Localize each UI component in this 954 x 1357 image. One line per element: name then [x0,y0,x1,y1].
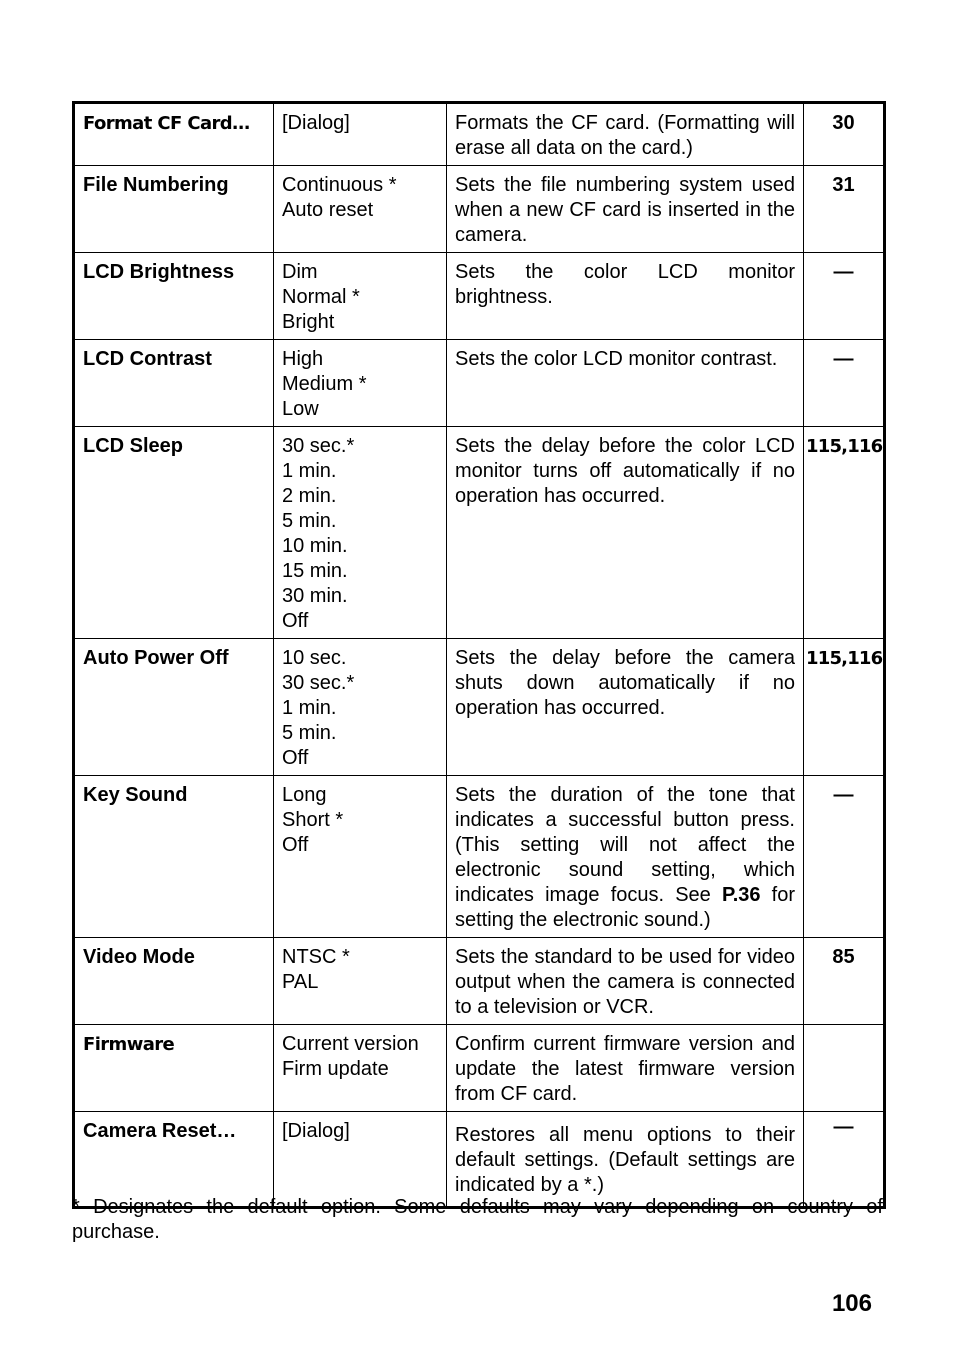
setting-name: LCD Contrast [74,340,274,427]
setting-description [447,776,804,938]
table-row [74,166,885,253]
setting-options [274,340,447,427]
setting-description: Sets the delay before the camera shuts down automatically if no operation has occurred. [447,639,804,776]
setting-description: Restores all menu options to their default settings. (Default settings are indicated by a *.) [447,1112,804,1208]
page-reference: 31 [804,166,885,253]
setting-options [274,639,447,776]
setting-options [274,1112,447,1208]
option-value: 30 sec.* [282,435,355,457]
table-row [74,253,885,340]
setting-description: Formats the CF card. (Formatting will erase all data on the card.) [447,103,804,166]
setting-description: Sets the delay before the color LCD monitor turns off automatically if no operation has occurred. [447,427,804,639]
table-row [74,427,885,639]
setting-description: Sets the color LCD monitor brightness. [447,253,804,340]
option-value: Dim [282,261,318,283]
table-row [74,639,885,776]
option-value: 15 min. [282,560,348,582]
setting-options [274,103,447,166]
option-value: 10 sec. [282,647,347,669]
setting-name: Auto Power Off [74,639,274,776]
option-value: PAL [282,971,319,993]
description-text-tail: for setting the electronic sound.) [455,884,796,931]
page-reference: — [804,340,885,427]
page-ref-link: P.36 [721,884,761,906]
page-reference: — [804,776,885,938]
setting-name: File Numbering [74,166,274,253]
setting-description: Sets the color LCD monitor contrast. [447,340,804,427]
setting-options [274,253,447,340]
option-value: Current version [282,1033,419,1055]
option-value: Medium * [282,373,367,395]
page-reference: — [804,1112,885,1208]
page-reference: 30 [804,103,885,166]
page-reference: 115,116 [804,639,885,776]
setting-options [274,1025,447,1112]
option-value: Off [282,610,309,632]
option-value: 10 min. [282,535,348,557]
option-value: Auto reset [282,199,374,221]
option-value: 30 sec.* [282,672,355,694]
setting-description: Sets the file numbering system used when a new CF card is inserted in the camera. [447,166,804,253]
option-value: 1 min. [282,697,337,719]
option-value: [Dialog] [282,1120,350,1142]
setting-name: Camera Reset… [74,1112,274,1208]
option-value: Off [282,834,309,856]
option-value: 5 min. [282,722,337,744]
table-row [74,1112,885,1208]
table-row [74,103,885,166]
table-row [74,776,885,938]
setting-name: Key Sound [74,776,274,938]
setting-name: LCD Brightness [74,253,274,340]
setting-name: LCD Sleep [74,427,274,639]
setting-options [274,938,447,1025]
page-reference: 85 [804,938,885,1025]
setting-options [274,427,447,639]
option-value: High [282,348,324,370]
setting-options [274,776,447,938]
option-value: Long [282,784,327,806]
option-value: 30 min. [282,585,348,607]
option-value: Short * [282,809,344,831]
option-value: NTSC * [282,946,350,968]
option-value: Continuous * [282,174,397,196]
setting-name: Video Mode [74,938,274,1025]
page-number: 106 [831,1290,872,1317]
setting-name: Format CF Card… [74,103,274,166]
table-row [74,1025,885,1112]
setting-name: Firmware [74,1025,274,1112]
table-row [74,340,885,427]
option-value: Off [282,747,309,769]
option-value: 5 min. [282,510,337,532]
option-value: Firm update [282,1058,389,1080]
table-row [74,938,885,1025]
description-text: Sets the duration of the tone that indicates a successful button press. (This setting will not affect the electronic sound setting, which indicates image focus. See [455,784,795,906]
setting-options [274,166,447,253]
option-value: [Dialog] [282,112,350,134]
option-value: 1 min. [282,460,337,482]
setting-description: Confirm current firmware version and update the latest firmware version from CF card. [447,1025,804,1112]
option-value: Bright [282,311,335,333]
page-reference: 115,116 [804,427,885,639]
option-value: Normal * [282,286,360,308]
page-reference [804,1025,885,1112]
page-reference: — [804,253,885,340]
option-value: 2 min. [282,485,337,507]
option-value: Low [282,398,319,420]
setting-description: Sets the standard to be used for video output when the camera is connected to a television or VCR. [447,938,804,1025]
footnote: * Designates the default option. Some defaults may vary depending on country of purchase. [72,1196,883,1243]
menu-options-table [72,101,886,1209]
